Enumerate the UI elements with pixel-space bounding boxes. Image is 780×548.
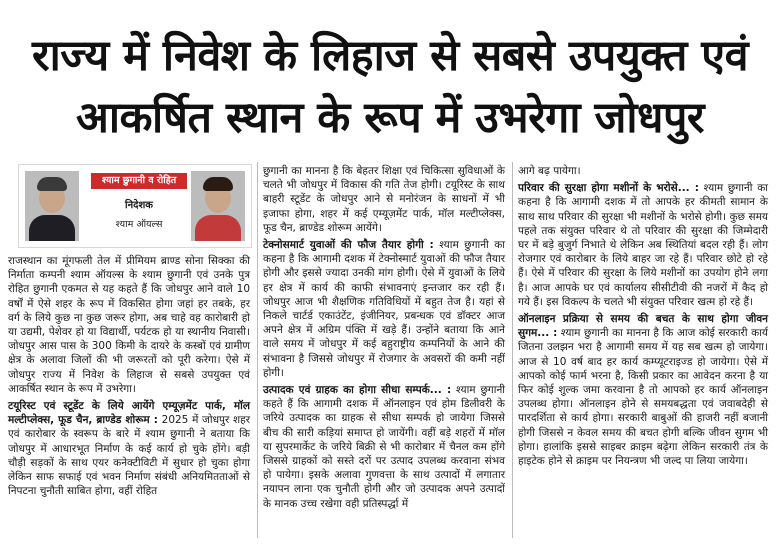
byline-box xyxy=(18,164,252,248)
column-rule xyxy=(257,162,258,538)
col3-paragraph-3: श्याम छुगानी का मानना है कि आज कोई सरकारी कार्य जितना उलझन भरा है आगामी समय में यह सब खत्म हो जायेगा। आज से 10 वर्ष बाद हर कार्य कम्प्यूटराइज्ड हो जायेगा। ऐसे में आपको कोई फार्म भरना है, किसी प्रकार का आवेदन करना है या फिर कोई शुल्क जमा करवाना है तो आपको हर कार्य ऑनलाइन उपलब्ध होगा। ऑनलाइन होने से समयबद्धता एवं जवाबदेही से पारदर्शिता से कार्य होगा। सरकारी बाबुओं की हाजरी नहीं बजानी होगी जिससे न केवल समय की बचत होगी बल्कि जीवन सुगम भी होगा। हालांकि इससे साइबर क्राइम बढ़ेगा लेकिन सरकारी तंत्र के हाइटेक होने से क्राइम पर नियन्त्रण भी जल्द पा लिया जायेगा। xyxy=(518,327,769,468)
byline-role: निदेशक xyxy=(125,200,153,211)
col2-paragraph-2: श्याम छुगानी का कहना है कि आगामी दशक में टेक्नोस्मार्ट युवाओं की फौज तैयार होगी और इससे ज्यादा उनकी मांग होगी। ऐसे में युवाओं के लिये हर क्षेत्र में कार्य की काफी संभावनाएं इन्तजार कर रही हैं। जोधपुर आज भी शैक्षणिक गतिविधियों में बहुत तेज है। यहां से निकले चार्टर्ड एकाउंटेंट, इंजीनियर, प्रबन्धक एवं डॉक्टर आज अपने क्षेत्र में अग्रिम पंक्ति में खड़े हैं। उन्होंने बताया कि आने वाले समय में जोधपुर में कई बहुराष्ट्रीय कम्पनियों के आने की संभावना है जिससे जोधपुर में रोजगार के अवसरों की कमी नहीं होगी। xyxy=(263,239,505,379)
column-rule xyxy=(512,162,513,538)
col2-subheading-2: उत्पादक एवं ग्राहक का होगा सीधा सम्पर्क... : xyxy=(263,384,452,397)
col3-paragraph-1: आगे बढ़ पायेगा। xyxy=(518,165,581,177)
article-column-1 xyxy=(8,254,250,498)
col1-paragraph-2: 2025 में जोधपुर शहर एवं कारोबार के स्वरूप के बारे में श्याम छुगानी ने बताया कि जोधपुर में आधारभूत निर्माण के कई कार्य हो चुके होंगे। बड़ी चौड़ी सड़कों के साथ एयर कनेक्टीविटी में सुधार हो चुका होगा लेकिन साफ सफाई एवं भवन निर्माण संबंधी अनियमितताओं से निपटना चुनौती साबित होगा, वहीं रोहित xyxy=(8,414,250,498)
byline-company: श्याम ऑयल्स xyxy=(115,219,163,230)
col1-subheading-1: टयूरिस्ट एवं स्टूडेंट के लिये आयेंगे एम्यूज़मेंट पार्क, मॉल मल्टीप्लेक्स, फूड चैन, ब्राण्डेड शोरूम : xyxy=(8,400,250,427)
col2-subheading-1: टेक्नोसमार्ट युवाओं की फौज तैयार होगी : xyxy=(263,239,434,252)
article-column-3 xyxy=(518,164,768,468)
col2-paragraph-1: छुगानी का मानना है कि बेहतर शिक्षा एवं चिकित्सा सुविधाओं के चलते भी जोधपुर में विकास की गति तेज होगी। टयूरिस्ट के साथ बाहरी स्टूडेंट के जोधपुर आने से मनोरंजन के साधनों में भी इजाफा होगा, शहर में कई एम्यूज़मेंट पार्क, मॉल मल्टीप्लेक्स, फूड चैन, ब्राण्डेड शोरूम आयेंगे। xyxy=(263,165,505,234)
portrait-shyam-chhugani xyxy=(25,171,79,241)
byline-names: श्याम छुगानी व रोहित छुगानी xyxy=(91,173,187,189)
headline-line-2: आकर्षित स्थान के रूप में उभरेगा जोधपुर xyxy=(76,93,704,143)
col2-paragraph-3: श्याम छुगानी कहते हैं कि आगामी दशक में ऑनलाइन एवं होम डिलीवरी के जरिये उत्पादक का ग्राहक से सीधा सम्पर्क हो जायेगा जिससे बीच की सारी कड़ियां समाप्त हो जायेंगी। वहीं बड़े शहरों में मॉल या सुपरमार्केट के जरिये बिक्री से भी कारोबार में चैनल कम होंगे जिससे ग्राहकों को सस्ते दरों पर उत्पाद उपलब्ध करवाना संभव हो पायेगा। इसके अलावा गुणवत्ता के साथ उत्पादों में लगातार नयापन लाना एक चुनौती होगी और जो उत्पादक अपने उत्पादों के मानक उच्च रखेगा वही प्रतिस्पर्द्धा में xyxy=(263,384,505,510)
col3-paragraph-2: श्याम छुगानी का कहना है कि आगामी दशक में तो आपके हर कीमती सामान के साथ साथ परिवार की सुरक्षा भी मशीनों के भरोसे होगी। कुछ समय पहले तक संयुक्त परिवार थे तो परिवार की सुरक्षा की जिम्मेदारी घर में बड़े बुजुर्ग निभाते थे लेकिन अब स्थितियां बदल रही हैं। लोग रोजगार एवं कारोबार के लिये बाहर जा रहे हैं। परिवार छोटे हो रहे हैं। ऐसे में परिवार की सुरक्षा के लिये मशीनों का उपयोग होने लगा है। आज आपके घर एवं कार्यालय सीसीटीवी की नजरों में कैद हो गये हैं। इस विकल्प के चलते भी संयुक्त परिवार खत्म हो रहे हैं। xyxy=(518,182,768,308)
headline-line-1: राज्य में निवेश के लिहाज से सबसे उपयुक्त एवं xyxy=(31,31,748,81)
col3-subheading-2: ऑनलाइन प्रक्रिया से समय की बचत के साथ होगा जीवन सुगम... : xyxy=(518,313,768,340)
col3-subheading-1: परिवार की सुरक्षा होगा मशीनों के भरोसे... : xyxy=(518,182,699,195)
portrait-rohit-chhugani xyxy=(191,171,245,241)
article-column-2 xyxy=(263,164,505,511)
col1-paragraph-1: राजस्थान का मूंगफली तेल में प्रीमियम ब्राण्ड सोना सिक्का की निर्माता कम्पनी श्याम ऑयल्स के श्याम छुगानी एवं उनके पुत्र रोहित छुगानी एकमत से यह कहते हैं कि जोधपुर आने वाले 10 वर्षों में ऐसे शहर के रूप में विकसित होगा जहां हर तबके, हर वर्ग के लिये कुछ ना कुछ जरूर होगा, अब चाहे वह कारोबारी हो या उद्यमी, पेशेवर हो या विद्यार्थी, पर्यटक हो या स्थानीय निवासी। जोधपुर आस पास के 300 किमी के दायरे के कस्बों एवं ग्रामीण क्षेत्र के अलावा जिलों की भी जरूरतों को पूरी करेगा। ऐसे में जोधपुर राज्य में निवेश के लिहाज से सबसे उपयुक्त एवं आकर्षित स्थान के रूप में उभरेगा। xyxy=(8,255,250,395)
